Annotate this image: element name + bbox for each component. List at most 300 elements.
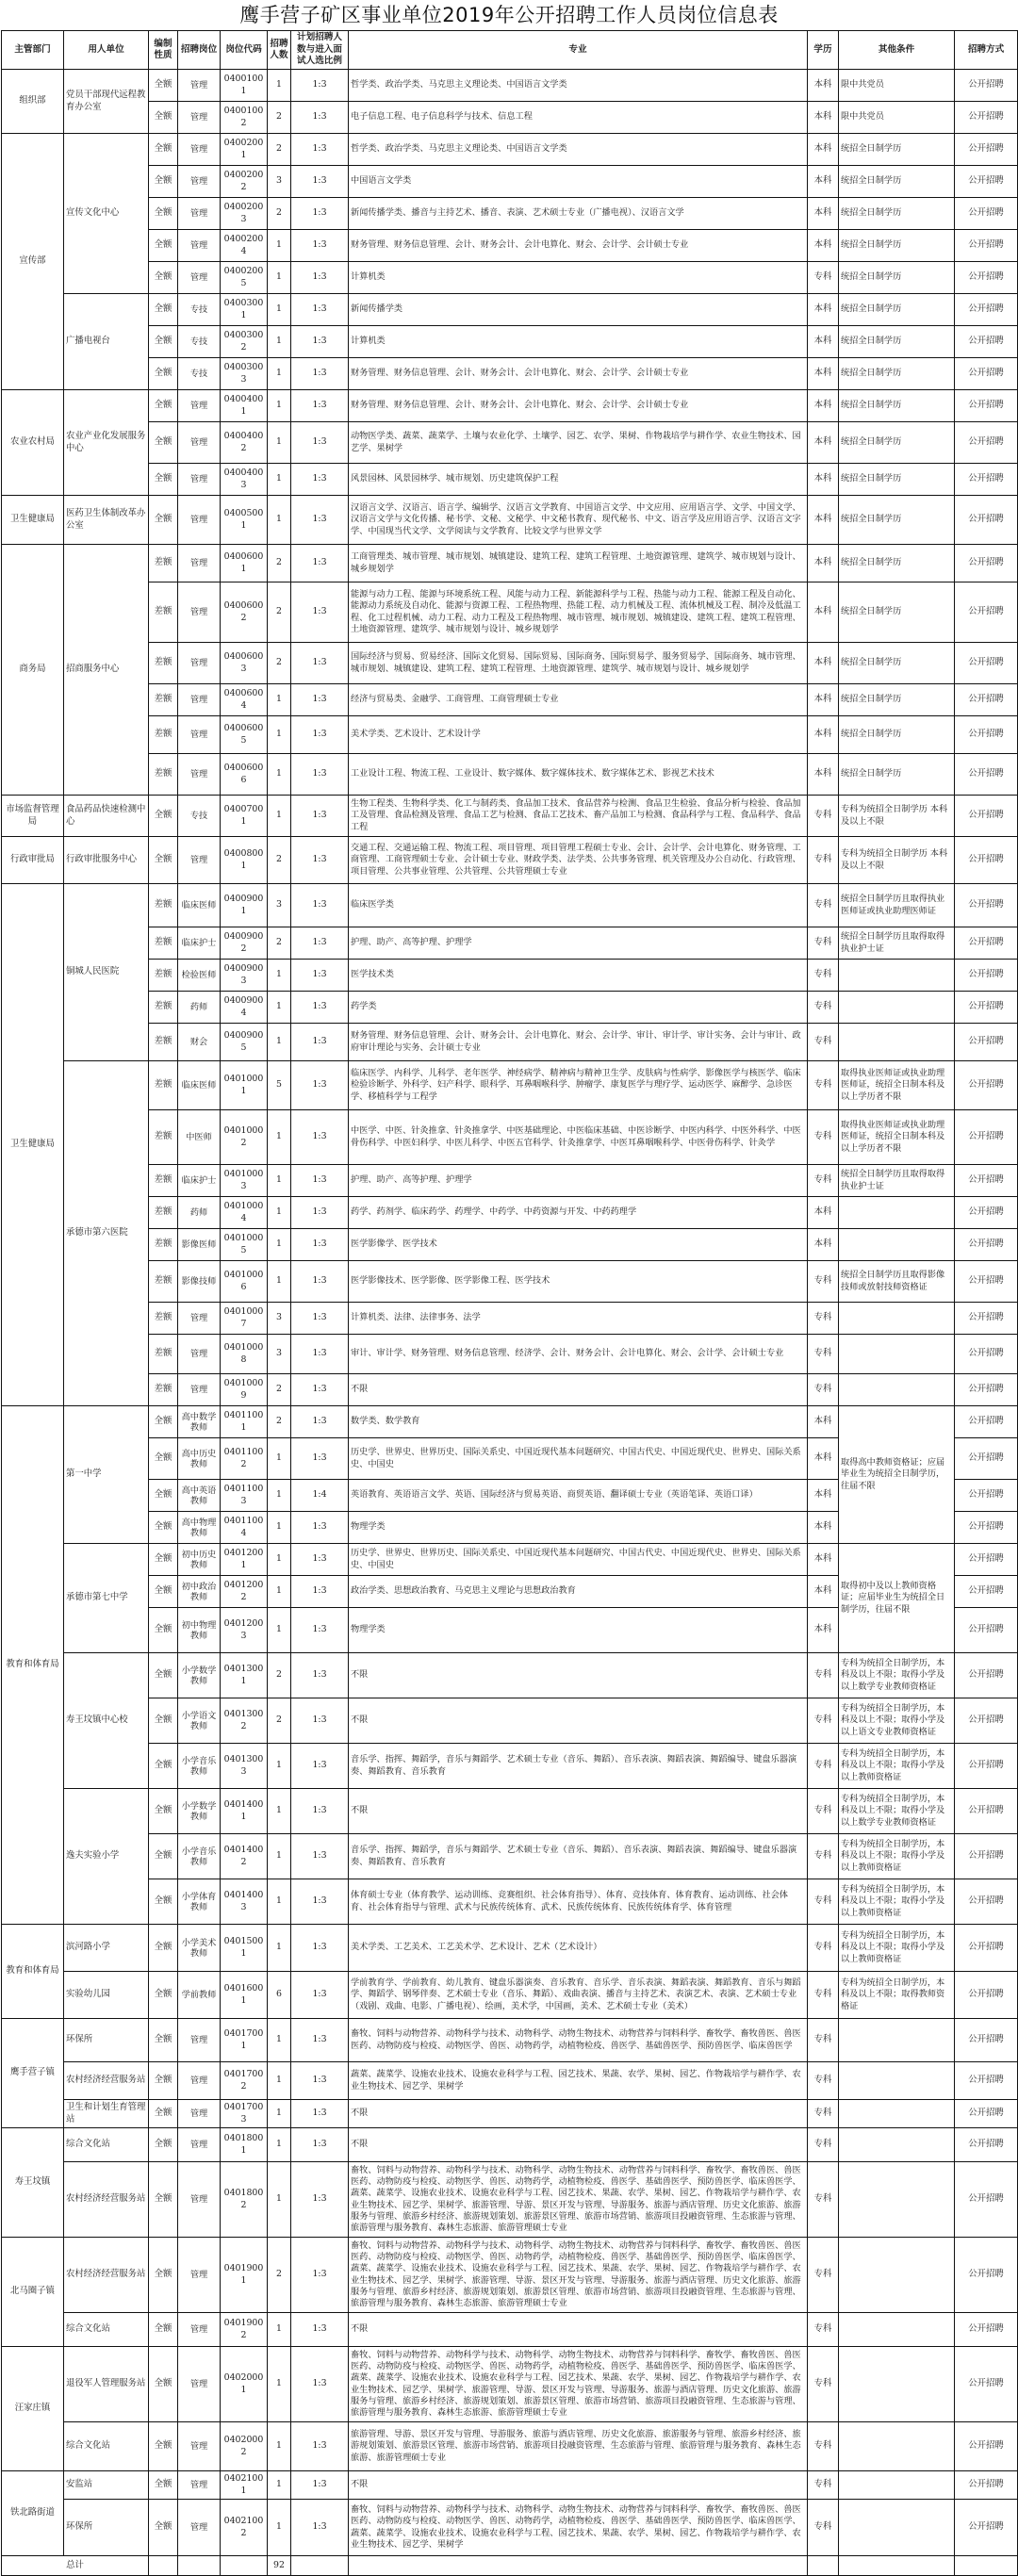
ratio-cell: 1:3 (291, 927, 349, 960)
table-row (2, 1925, 1018, 1972)
major-cell: 医学技术类 (349, 960, 808, 992)
condition-cell: 统招全日制学历 (839, 754, 955, 796)
post-cell: 管理 (178, 2471, 221, 2500)
post-cell: 财会 (178, 1024, 221, 1061)
edu-cell: 专科 (808, 1110, 839, 1165)
method-cell: 公开招聘 (955, 2019, 1018, 2062)
edu-cell: 本科 (808, 582, 839, 643)
num-cell: 1 (268, 1608, 291, 1653)
method-cell: 公开招聘 (955, 1303, 1018, 1335)
code-cell: 04014002 (221, 1834, 268, 1879)
table-row (2, 1789, 1018, 1834)
ratio-cell: 1:3 (291, 134, 349, 166)
condition-cell: 统招全日制学历 (839, 464, 955, 496)
type-cell: 全额 (149, 464, 178, 496)
num-cell: 1 (268, 262, 291, 294)
unit-cell: 环保所 (64, 2500, 149, 2556)
condition-cell: 取得执业医师证或执业助理医师证，统招全日制本科及以上学历者不限 (839, 1061, 955, 1110)
dept-cell: 市场监督管理局 (2, 796, 64, 837)
method-cell: 公开招聘 (955, 262, 1018, 294)
ratio-cell: 1:3 (291, 1744, 349, 1789)
table-row (2, 1374, 1018, 1406)
dept-cell: 商务局 (2, 545, 64, 796)
method-cell: 公开招聘 (955, 1834, 1018, 1879)
condition-cell (839, 2128, 955, 2162)
ratio-cell: 1:3 (291, 496, 349, 545)
table-row (2, 2313, 1018, 2347)
table-row (2, 884, 1018, 927)
condition-cell (839, 2471, 955, 2500)
unit-cell: 行政审批服务中心 (64, 837, 149, 884)
table-row (2, 166, 1018, 198)
condition-cell: 专科为统招全日制学历，本科及以上不限；取得小学及以上教师资格证 (839, 1925, 955, 1972)
table-row (2, 70, 1018, 102)
major-cell: 护理、助产、高等护理、护理学 (349, 927, 808, 960)
num-cell: 3 (268, 884, 291, 927)
table-row (2, 1406, 1018, 1438)
major-cell: 风景园林、风景园林学、城市规划、历史建筑保护工程 (349, 464, 808, 496)
type-cell: 全额 (149, 2347, 178, 2422)
unit-cell: 铜城人民医院 (64, 884, 149, 1061)
code-cell: 04002002 (221, 166, 268, 198)
post-cell: 检验医师 (178, 960, 221, 992)
num-cell: 2 (268, 198, 291, 230)
post-cell: 高中英语教师 (178, 1480, 221, 1512)
num-cell: 1 (268, 1110, 291, 1165)
num-cell: 2 (268, 643, 291, 684)
table-row (2, 2100, 1018, 2128)
condition-cell: 统招全日制学历 (839, 230, 955, 262)
table-row (2, 2238, 1018, 2313)
code-cell: 04017001 (221, 2019, 268, 2062)
type-cell: 全额 (149, 70, 178, 102)
post-cell: 管理 (178, 1374, 221, 1406)
ratio-cell: 1:3 (291, 754, 349, 796)
ratio-cell: 1:3 (291, 1879, 349, 1925)
type-cell: 全额 (149, 837, 178, 884)
dept-cell: 铁北路街道 (2, 2471, 64, 2556)
method-cell: 公开招聘 (955, 230, 1018, 262)
table-row (2, 960, 1018, 992)
header-cond: 其他条件 (839, 31, 955, 70)
positions-table (1, 30, 1018, 2576)
major-cell: 计算机类、法律、法律事务、法学 (349, 1303, 808, 1335)
condition-cell: 统招全日制学历 (839, 390, 955, 422)
type-cell: 全额 (149, 1438, 178, 1480)
condition-cell (839, 2500, 955, 2556)
condition-cell (839, 2347, 955, 2422)
edu-cell: 本科 (808, 496, 839, 545)
major-cell: 财务管理、财务信息管理、会计、财务会计、会计电算化、财会、会计学、会计硕士专业 (349, 230, 808, 262)
method-cell: 公开招聘 (955, 358, 1018, 390)
type-cell: 全额 (149, 2062, 178, 2100)
type-cell: 全额 (149, 1925, 178, 1972)
ratio-cell: 1:3 (291, 837, 349, 884)
unit-cell: 宣传文化中心 (64, 134, 149, 294)
post-cell: 学前教师 (178, 1972, 221, 2019)
header-dept: 主管部门 (2, 31, 64, 70)
condition-cell: 专科为统招全日制学历，本科及以上不限；取得小学及以上数学专业教师资格证 (839, 1789, 955, 1834)
header-edu: 学历 (808, 31, 839, 70)
unit-cell: 农村经济经营服务站 (64, 2238, 149, 2313)
table-row (2, 716, 1018, 754)
code-cell: 04016001 (221, 1972, 268, 2019)
unit-cell: 退役军人管理服务站 (64, 2347, 149, 2422)
major-cell: 畜牧、饲料与动物营养、动物科学与技术、动物科学、动物生物技术、动物营养与饲料科学、畜牧学、畜牧兽医、兽医医药、动物防疫与检疫、动物医学、兽医、动物药学，动植物检疫、兽医学、基础兽医学、预防兽医学、临床兽医学、蔬菜、蔬菜学、设施农业技术、设施农业科学与工程、园艺技术、果蔬、农学、果树、园艺、作物栽培学与耕作学、农业生物技术、园艺学、果树学、旅游管理、导游、景区开发与管理、导游服务、旅游与酒店管理、历史文化旅游、旅游服务与管理、旅游乡村经济、旅游规划策划、旅游景区管理、旅游市场营销、旅游项目投融资管理、生态旅游与管理、旅游管理与服务教育、森林生态旅游、旅游管理硕士专业 (349, 2238, 808, 2313)
method-cell: 公开招聘 (955, 326, 1018, 358)
type-cell: 差额 (149, 1303, 178, 1335)
edu-cell: 专科 (808, 2128, 839, 2162)
edu-cell: 专科 (808, 1061, 839, 1110)
post-cell: 管理 (178, 262, 221, 294)
post-cell: 管理 (178, 2422, 221, 2471)
major-cell: 物理学类 (349, 1512, 808, 1544)
code-cell: 04013003 (221, 1744, 268, 1789)
post-cell: 管理 (178, 2128, 221, 2162)
code-cell: 04006002 (221, 582, 268, 643)
edu-cell: 专科 (808, 992, 839, 1024)
edu-cell: 本科 (808, 70, 839, 102)
code-cell: 04018002 (221, 2162, 268, 2238)
type-cell: 差额 (149, 716, 178, 754)
method-cell: 公开招聘 (955, 1110, 1018, 1165)
post-cell: 影像医师 (178, 1229, 221, 1261)
num-cell: 1 (268, 992, 291, 1024)
code-cell: 04008001 (221, 837, 268, 884)
edu-cell: 本科 (808, 358, 839, 390)
num-cell: 1 (268, 1544, 291, 1576)
post-cell: 管理 (178, 2019, 221, 2062)
table-row (2, 992, 1018, 1024)
post-cell: 管理 (178, 70, 221, 102)
total-label: 总计 (2, 2556, 149, 2576)
total-row (2, 2556, 1018, 2576)
edu-cell: 本科 (808, 643, 839, 684)
post-cell: 专技 (178, 294, 221, 326)
major-cell: 不限 (349, 1653, 808, 1698)
num-cell: 1 (268, 1744, 291, 1789)
num-cell: 1 (268, 2019, 291, 2062)
post-cell: 管理 (178, 2313, 221, 2347)
num-cell: 1 (268, 2162, 291, 2238)
post-cell: 管理 (178, 390, 221, 422)
type-cell: 全额 (149, 2019, 178, 2062)
ratio-cell: 1:3 (291, 1229, 349, 1261)
ratio-cell: 1:3 (291, 1653, 349, 1698)
post-cell: 药师 (178, 1197, 221, 1229)
edu-cell: 专科 (808, 1744, 839, 1789)
edu-cell: 本科 (808, 1512, 839, 1544)
edu-cell: 本科 (808, 390, 839, 422)
post-cell: 专技 (178, 326, 221, 358)
ratio-cell: 1:3 (291, 2162, 349, 2238)
major-cell: 蔬菜、蔬菜学、设施农业技术、设施农业科学与工程、园艺技术、果蔬、农学、果树、园艺、作物栽培学与耕作学、农业生物技术、园艺学、果树学 (349, 2062, 808, 2100)
method-cell: 公开招聘 (955, 1698, 1018, 1744)
condition-cell: 统招全日制学历 (839, 198, 955, 230)
code-cell: 04006006 (221, 754, 268, 796)
post-cell: 专技 (178, 796, 221, 837)
ratio-cell: 1:3 (291, 198, 349, 230)
type-cell: 差额 (149, 582, 178, 643)
table-row (2, 464, 1018, 496)
type-cell: 差额 (149, 992, 178, 1024)
condition-cell: 统招全日制学历 (839, 262, 955, 294)
post-cell: 高中物理教师 (178, 1512, 221, 1544)
unit-cell: 食品药品快速检测中心 (64, 796, 149, 837)
major-cell: 英语教育、英语语言文学、英语、国际经济与贸易英语、商贸英语、翻译硕士专业（英语笔译、英语口译） (349, 1480, 808, 1512)
method-cell: 公开招聘 (955, 2347, 1018, 2422)
edu-cell: 专科 (808, 1972, 839, 2019)
header-type: 编制性质 (149, 31, 178, 70)
num-cell: 2 (268, 1374, 291, 1406)
method-cell: 公开招聘 (955, 1744, 1018, 1789)
edu-cell: 专科 (808, 2471, 839, 2500)
major-cell: 新闻传播学类 (349, 294, 808, 326)
num-cell: 2 (268, 134, 291, 166)
post-cell: 高中历史教师 (178, 1438, 221, 1480)
condition-cell: 统招全日制学历 (839, 684, 955, 716)
header-post: 招聘岗位 (178, 31, 221, 70)
type-cell: 差额 (149, 884, 178, 927)
edu-cell: 本科 (808, 1544, 839, 1576)
major-cell: 财务管理、财务信息管理、会计、财务会计、会计电算化、财会、会计学、会计硕士专业 (349, 358, 808, 390)
ratio-cell: 1:3 (291, 1303, 349, 1335)
code-cell: 04011003 (221, 1480, 268, 1512)
num-cell: 1 (268, 2313, 291, 2347)
major-cell: 中国语言文学类 (349, 166, 808, 198)
condition-cell: 取得高中教师资格证；应届毕业生为统招全日制学历，往届不限 (839, 1406, 955, 1544)
edu-cell: 本科 (808, 166, 839, 198)
edu-cell: 专科 (808, 2313, 839, 2347)
ratio-cell: 1:3 (291, 1972, 349, 2019)
type-cell: 全额 (149, 166, 178, 198)
post-cell: 中医师 (178, 1110, 221, 1165)
major-cell: 不限 (349, 1374, 808, 1406)
condition-cell: 统招全日制学历 (839, 545, 955, 582)
table-row (2, 684, 1018, 716)
table-row (2, 1653, 1018, 1698)
method-cell: 公开招聘 (955, 390, 1018, 422)
condition-cell: 统招全日制学历 (839, 326, 955, 358)
major-cell: 财务管理、财务信息管理、会计、财务会计、会计电算化、财会、会计学、会计硕士专业 (349, 390, 808, 422)
ratio-cell: 1:3 (291, 1374, 349, 1406)
num-cell: 2 (268, 545, 291, 582)
unit-cell: 广播电视台 (64, 294, 149, 390)
dept-cell: 教育和体育局 (2, 1406, 64, 1925)
post-cell: 临床医师 (178, 884, 221, 927)
condition-cell (839, 1335, 955, 1374)
edu-cell: 本科 (808, 684, 839, 716)
code-cell: 04015001 (221, 1925, 268, 1972)
major-cell: 音乐学、指挥、舞蹈学，音乐与舞蹈学、艺术硕士专业（音乐、舞蹈）、音乐表演、舞蹈表演、舞蹈编导、键盘乐器演奏、舞蹈教育、音乐教育 (349, 1744, 808, 1789)
type-cell: 全额 (149, 1480, 178, 1512)
post-cell: 小学美术教师 (178, 1925, 221, 1972)
major-cell: 历史学、世界史、世界历史、国际关系史、中国近现代基本问题研究、中国古代史、中国近现代史、世界史、国际关系史、中国史 (349, 1544, 808, 1576)
unit-cell: 农村经济经营服务站 (64, 2062, 149, 2100)
method-cell: 公开招聘 (955, 884, 1018, 927)
table-row (2, 1544, 1018, 1576)
type-cell: 全额 (149, 1744, 178, 1789)
major-cell: 药学类 (349, 992, 808, 1024)
unit-cell: 党员干部现代远程教育办公室 (64, 70, 149, 134)
type-cell: 全额 (149, 1789, 178, 1834)
num-cell: 1 (268, 796, 291, 837)
code-cell: 04017002 (221, 2062, 268, 2100)
edu-cell: 本科 (808, 1438, 839, 1480)
edu-cell: 专科 (808, 2500, 839, 2556)
type-cell: 全额 (149, 1972, 178, 2019)
dept-cell: 卫生健康局 (2, 496, 64, 545)
num-cell: 2 (268, 102, 291, 134)
condition-cell: 专科为统招全日制学历，本科及以上不限；取得小学及以上教师资格证 (839, 1879, 955, 1925)
method-cell: 公开招聘 (955, 1879, 1018, 1925)
type-cell: 全额 (149, 1512, 178, 1544)
code-cell: 04006005 (221, 716, 268, 754)
table-row (2, 643, 1018, 684)
method-cell: 公开招聘 (955, 1197, 1018, 1229)
major-cell: 美术学类、艺术设计、艺术设计学 (349, 716, 808, 754)
num-cell: 1 (268, 1576, 291, 1608)
ratio-cell: 1:3 (291, 422, 349, 464)
edu-cell: 专科 (808, 927, 839, 960)
method-cell: 公开招聘 (955, 166, 1018, 198)
edu-cell: 专科 (808, 1653, 839, 1698)
code-cell: 04013002 (221, 1698, 268, 1744)
unit-cell: 第一中学 (64, 1406, 149, 1544)
post-cell: 影像技师 (178, 1261, 221, 1303)
major-cell: 畜牧、饲料与动物营养、动物科学与技术、动物科学、动物生物技术、动物营养与饲料科学、畜牧学、畜牧兽医、兽医医药、动物防疫与检疫、动物医学、兽医、动物药学，动植物检疫、兽医学、基础兽医学、预防兽医学、临床兽医学 (349, 2019, 808, 2062)
num-cell: 2 (268, 582, 291, 643)
method-cell: 公开招聘 (955, 2100, 1018, 2128)
type-cell: 差额 (149, 927, 178, 960)
major-cell: 中医学、中医、针灸推拿、针灸推拿学、中医基础理论、中医临床基础、中医诊断学、中医内科学、中医外科学、中医骨伤科学、中医妇科学、中医儿科学、中医五官科学、针灸推拿学、中医耳鼻咽喉科学、中医骨伤科学、针灸学 (349, 1110, 808, 1165)
post-cell: 高中数学教师 (178, 1406, 221, 1438)
code-cell: 04007001 (221, 796, 268, 837)
edu-cell: 专科 (808, 884, 839, 927)
table-row (2, 422, 1018, 464)
num-cell: 1 (268, 1024, 291, 1061)
unit-cell: 综合文化站 (64, 2313, 149, 2347)
condition-cell: 统招全日制学历且取得取得执业护士证 (839, 1165, 955, 1197)
num-cell: 2 (268, 1653, 291, 1698)
dept-cell: 宣传部 (2, 134, 64, 390)
table-row (2, 582, 1018, 643)
post-cell: 小学数学教师 (178, 1789, 221, 1834)
edu-cell: 专科 (808, 1335, 839, 1374)
edu-cell: 专科 (808, 262, 839, 294)
ratio-cell: 1:3 (291, 2347, 349, 2422)
table-row (2, 1024, 1018, 1061)
edu-cell: 专科 (808, 1261, 839, 1303)
major-cell: 财务管理、财务信息管理、会计、财务会计、会计电算化、财会、会计学、审计、审计学、审计实务、会计与审计、政府审计理论与实务、会计硕士专业 (349, 1024, 808, 1061)
edu-cell: 本科 (808, 230, 839, 262)
unit-cell: 农村经济经营服务站 (64, 2162, 149, 2238)
ratio-cell: 1:3 (291, 2100, 349, 2128)
empty-cell (291, 2556, 349, 2576)
condition-cell (839, 2313, 955, 2347)
dept-cell: 北马圈子镇 (2, 2238, 64, 2347)
num-cell: 1 (268, 960, 291, 992)
type-cell: 全额 (149, 294, 178, 326)
num-cell: 1 (268, 70, 291, 102)
post-cell: 临床医师 (178, 1061, 221, 1110)
table-row (2, 358, 1018, 390)
edu-cell: 本科 (808, 464, 839, 496)
table-row (2, 326, 1018, 358)
ratio-cell: 1:3 (291, 1576, 349, 1608)
edu-cell: 本科 (808, 754, 839, 796)
major-cell: 临床医学类 (349, 884, 808, 927)
post-cell: 管理 (178, 754, 221, 796)
unit-cell: 实验幼儿园 (64, 1972, 149, 2019)
num-cell: 3 (268, 1335, 291, 1374)
major-cell: 哲学类、政治学类、马克思主义理论类、中国语言文学类 (349, 70, 808, 102)
code-cell: 04020001 (221, 2347, 268, 2422)
post-cell: 初中政治教师 (178, 1576, 221, 1608)
ratio-cell: 1:3 (291, 582, 349, 643)
code-cell: 04011002 (221, 1438, 268, 1480)
type-cell: 差额 (149, 643, 178, 684)
code-cell: 04020002 (221, 2422, 268, 2471)
edu-cell: 专科 (808, 1925, 839, 1972)
major-cell: 不限 (349, 1698, 808, 1744)
ratio-cell: 1:3 (291, 2500, 349, 2556)
ratio-cell: 1:3 (291, 1925, 349, 1972)
code-cell: 04019001 (221, 2238, 268, 2313)
post-cell: 管理 (178, 422, 221, 464)
code-cell: 04002005 (221, 262, 268, 294)
type-cell: 全额 (149, 326, 178, 358)
type-cell: 全额 (149, 2162, 178, 2238)
method-cell: 公开招聘 (955, 1261, 1018, 1303)
table-row (2, 1197, 1018, 1229)
ratio-cell: 1:3 (291, 102, 349, 134)
method-cell: 公开招聘 (955, 1512, 1018, 1544)
method-cell: 公开招聘 (955, 960, 1018, 992)
code-cell: 04010009 (221, 1374, 268, 1406)
code-cell: 04004003 (221, 464, 268, 496)
code-cell: 04010004 (221, 1197, 268, 1229)
edu-cell: 本科 (808, 1576, 839, 1608)
dept-cell: 教育和体育局 (2, 1925, 64, 2019)
num-cell: 1 (268, 464, 291, 496)
code-cell: 04001001 (221, 70, 268, 102)
table-row (2, 294, 1018, 326)
condition-cell: 专科为统招全日制学历 本科及以上不限 (839, 837, 955, 884)
edu-cell: 专科 (808, 2347, 839, 2422)
dept-cell: 农业农村局 (2, 390, 64, 496)
condition-cell (839, 992, 955, 1024)
table-row (2, 2422, 1018, 2471)
major-cell: 学前教育学、学前教育、幼儿教育、键盘乐器演奏、音乐教育、音乐学、音乐表演、舞蹈表演、舞蹈教育、音乐与舞蹈学、舞蹈学、钢琴伴奏、艺术硕士专业（音乐、舞蹈）、戏曲表演、播音与主持艺术、表演艺术、表演、艺术硕士专业（戏剧、戏曲、电影、广播电视）、绘画，美术学，中国画，美术、艺术硕士专业（美术） (349, 1972, 808, 2019)
ratio-cell: 1:3 (291, 358, 349, 390)
num-cell: 1 (268, 230, 291, 262)
header-code: 岗位代码 (221, 31, 268, 70)
dept-cell: 卫生健康局 (2, 884, 64, 1406)
type-cell: 全额 (149, 1653, 178, 1698)
code-cell: 04003003 (221, 358, 268, 390)
method-cell: 公开招聘 (955, 294, 1018, 326)
table-row (2, 390, 1018, 422)
code-cell: 04001002 (221, 102, 268, 134)
num-cell: 3 (268, 1303, 291, 1335)
code-cell: 04012001 (221, 1544, 268, 1576)
method-cell: 公开招聘 (955, 1061, 1018, 1110)
num-cell: 1 (268, 1789, 291, 1834)
code-cell: 04002004 (221, 230, 268, 262)
condition-cell: 专科为统招全日制学历，本科及以上不限；取得小学及以上语文专业教师资格证 (839, 1698, 955, 1744)
major-cell: 畜牧、饲料与动物营养、动物科学与技术、动物科学、动物生物技术、动物营养与饲料科学、畜牧学、畜牧兽医、兽医医药、动物防疫与检疫、动物医学、兽医、动物药学，动植物检疫、兽医学、基础兽医学、预防兽医学、临床兽医学、蔬菜、蔬菜学、设施农业技术、设施农业科学与工程、园艺技术、果蔬、农学、果树、园艺、作物栽培学与耕作学、农业生物技术、园艺学、果树学 (349, 2500, 808, 2556)
